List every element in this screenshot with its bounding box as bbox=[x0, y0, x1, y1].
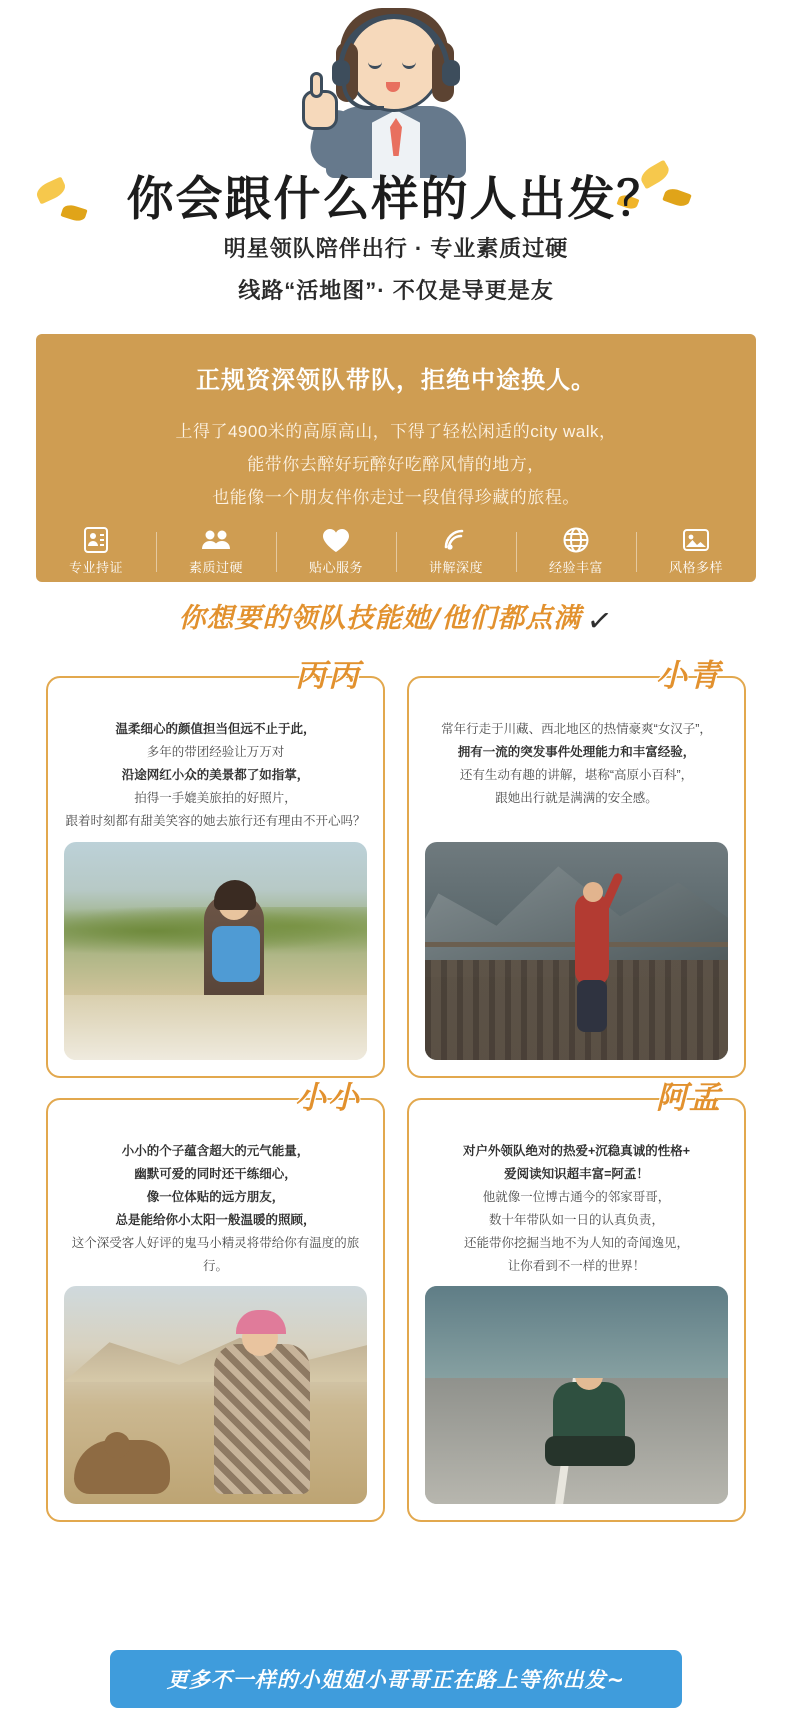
photo-icon bbox=[683, 526, 709, 554]
road-traveler-photo bbox=[425, 1286, 728, 1504]
hero-subtitle-line-2: 线路“活地图”· 不仅是导更是友 bbox=[238, 278, 554, 303]
section-heading-text: 你想要的领队技能她/他们都点满 bbox=[178, 603, 582, 634]
guide-description-line: 总是能给你小太阳一般温暖的照顾， bbox=[115, 1213, 316, 1227]
guide-description-line: 沿途网红小众的美景都了如指掌， bbox=[121, 768, 310, 782]
page-title: 你会跟什么样的人出发？ bbox=[126, 172, 666, 225]
panel-description bbox=[36, 415, 756, 514]
hero-subtitle-line-1: 明星领队陪伴出行 · 专业素质过硬 bbox=[223, 236, 569, 261]
guide-description-line: 温柔细心的颜值担当但远不止于此， bbox=[115, 722, 316, 736]
guide-description-line: 他就像一位博古通今的邻家哥哥， bbox=[482, 1190, 671, 1204]
guide-description-line: 还有生动有趣的讲解，堪称“高原小百科”， bbox=[459, 768, 694, 782]
feature-label: 讲解深度 bbox=[428, 560, 483, 575]
feature-label: 素质过硬 bbox=[188, 560, 243, 575]
feature-item-certified bbox=[36, 522, 156, 582]
guide-description-line: 还能带你挖掘当地不为人知的奇闻逸见， bbox=[463, 1236, 689, 1250]
globe-icon bbox=[563, 526, 589, 554]
hero-subtitle bbox=[0, 228, 792, 312]
group-people-icon bbox=[201, 526, 231, 554]
guide-name-badge: 丙丙 bbox=[295, 658, 361, 694]
feature-label: 经验丰富 bbox=[548, 560, 603, 575]
guide-description-line: 拍得一手媲美旅拍的好照片， bbox=[134, 791, 297, 805]
guide-card bbox=[46, 658, 385, 1078]
guide-description-line: 跟她出行就是满满的安全感。 bbox=[495, 791, 658, 805]
guide-description-line: 爱阅读知识超丰富=阿孟！ bbox=[504, 1167, 649, 1181]
feature-label: 专业持证 bbox=[68, 560, 123, 575]
guide-card bbox=[46, 1080, 385, 1522]
guide-promise-panel bbox=[36, 334, 756, 582]
panel-title: 正规资深领队带队，拒绝中途换人。 bbox=[196, 367, 596, 394]
desert-camel-photo bbox=[64, 1286, 367, 1504]
guide-card bbox=[407, 1080, 746, 1522]
footer-banner: 更多不一样的小姐姐小哥哥正在路上等你出发~ bbox=[110, 1650, 682, 1708]
guide-description-line: 数十年带队如一日的认真负责， bbox=[488, 1213, 664, 1227]
feature-strip bbox=[36, 522, 756, 582]
guide-description-line: 常年行走于川藏、西北地区的热情豪爽“女汉子”， bbox=[441, 722, 712, 736]
panel-description-line-1: 上得了4900米的高原高山，下得了轻松闲适的city walk， bbox=[175, 422, 617, 441]
mountain-bridge-photo bbox=[425, 842, 728, 1060]
grassland-girl-photo bbox=[64, 842, 367, 1060]
guide-description-line: 让你看到不一样的世界！ bbox=[507, 1259, 646, 1273]
guide-name-badge: 小小 bbox=[295, 1080, 361, 1116]
feature-item-experience bbox=[516, 522, 636, 582]
check-mark-icon: ✓ bbox=[585, 602, 616, 641]
guide-description bbox=[425, 718, 728, 834]
guide-description-line: 多年的带团经验让万万对 bbox=[146, 745, 285, 759]
panel-description-line-3: 也能像一个朋友伴你走过一段值得珍藏的旅程。 bbox=[212, 488, 580, 507]
guide-card bbox=[407, 658, 746, 1078]
guide-name-badge: 阿孟 bbox=[656, 1080, 722, 1116]
feature-label: 贴心服务 bbox=[308, 560, 363, 575]
guide-description-line: 这个深受客人好评的鬼马小精灵将带给你有温度的旅行。 bbox=[71, 1236, 360, 1273]
panel-description-line-2: 能带你去醉好玩醉好吃醉风情的地方， bbox=[247, 455, 545, 474]
guide-description-line: 像一位体贴的远方朋友， bbox=[146, 1190, 285, 1204]
guide-description-line: 小小的个子蕴含超大的元气能量， bbox=[121, 1144, 310, 1158]
id-card-icon bbox=[84, 526, 108, 554]
guide-description-line: 跟着时刻都有甜美笑容的她去旅行还有理由不开心吗？ bbox=[65, 814, 366, 828]
feature-item-quality bbox=[156, 522, 276, 582]
section-heading bbox=[0, 596, 792, 641]
guide-card-list bbox=[46, 658, 746, 1522]
guide-description bbox=[64, 718, 367, 834]
guide-name-badge: 小青 bbox=[656, 658, 722, 694]
guide-description-line: 拥有一流的突发事件处理能力和丰富经验， bbox=[457, 745, 696, 759]
feature-item-style bbox=[636, 522, 756, 582]
feature-item-depth bbox=[396, 522, 516, 582]
signal-icon bbox=[443, 526, 469, 554]
feature-item-service bbox=[276, 522, 396, 582]
hero-section bbox=[0, 0, 792, 330]
headset-operator-mascot bbox=[286, 6, 506, 176]
guide-description bbox=[425, 1140, 728, 1278]
guide-description-line: 对户外领队绝对的热爱+沉稳真诚的性格+ bbox=[462, 1144, 691, 1158]
guide-description bbox=[64, 1140, 367, 1278]
feature-label: 风格多样 bbox=[668, 560, 723, 575]
guide-description-line: 幽默可爱的同时还干练细心， bbox=[134, 1167, 297, 1181]
heart-icon bbox=[322, 526, 350, 554]
